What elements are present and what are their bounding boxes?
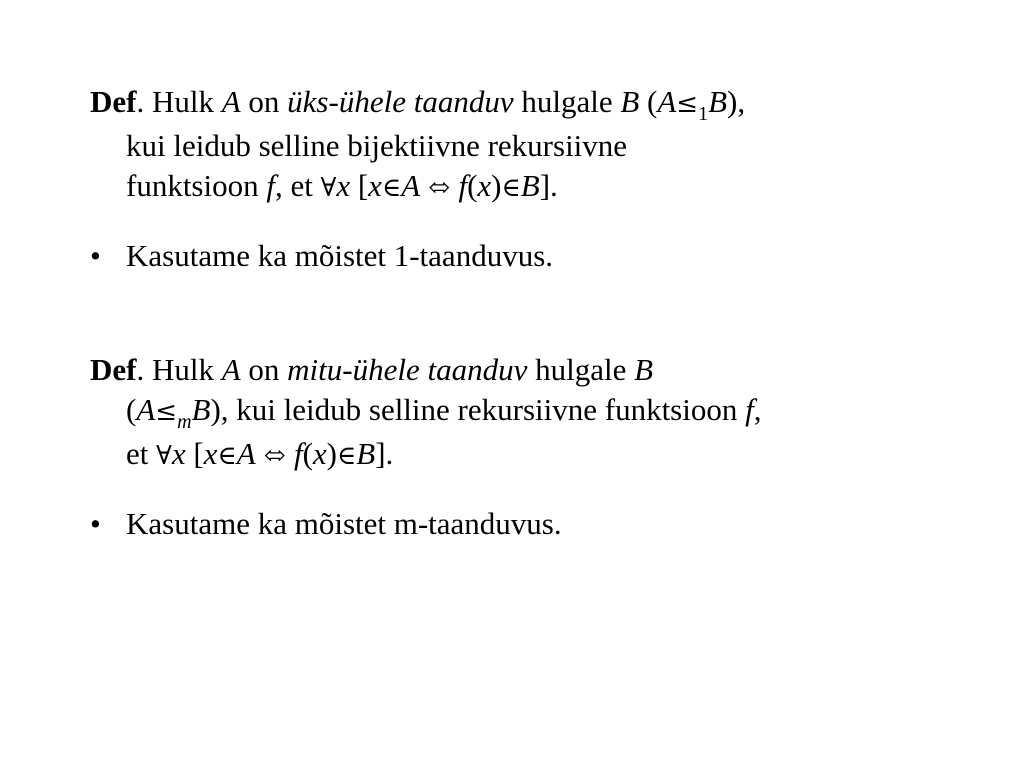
var-x: x [312, 436, 327, 471]
var-f: f [458, 168, 468, 203]
bullet-marker: • [90, 238, 101, 273]
element-of-symbol: ∈ [381, 173, 402, 203]
var-f: f [266, 168, 275, 203]
text: et [126, 436, 157, 471]
var-b: B [620, 84, 640, 119]
bullet-item-1 [90, 236, 553, 276]
text: , et [275, 168, 321, 203]
text: Hulk [144, 84, 222, 119]
var-a: A [657, 84, 677, 119]
def1-line-1 [90, 82, 970, 126]
var-a: A [221, 352, 241, 387]
var-x: x [171, 436, 186, 471]
var-a: A [236, 436, 256, 471]
var-a: A [221, 84, 241, 119]
text: [ [350, 168, 369, 203]
text: ( [467, 168, 478, 203]
var-b: B [520, 168, 540, 203]
forall-symbol: ∀ [156, 441, 172, 471]
text: on [240, 352, 288, 387]
def1-line-3 [90, 166, 970, 208]
def-label: Def [90, 84, 137, 119]
text: ( [302, 436, 313, 471]
leq-symbol: ≤ [155, 397, 178, 427]
var-a: A [401, 168, 421, 203]
var-b: B [356, 436, 376, 471]
subscript-m: m [177, 411, 192, 433]
def2-line-3 [90, 434, 970, 476]
text: hulgale [513, 84, 621, 119]
def-label: Def [90, 352, 137, 387]
var-b: B [191, 392, 211, 427]
text: funktsioon [126, 168, 267, 203]
definition-one-to-one [90, 82, 970, 208]
var-a: A [136, 392, 156, 427]
text: , [753, 392, 762, 427]
var-x: x [368, 168, 382, 203]
var-b: B [708, 84, 728, 119]
var-f: f [293, 436, 303, 471]
var-x: x [203, 436, 218, 471]
forall-symbol: ∀ [320, 173, 337, 203]
def1-line-2: kui leidub selline bijektiivne rekursiivne [126, 128, 628, 163]
def2-line-1 [90, 350, 970, 390]
text: ), [727, 84, 746, 119]
var-x: x [477, 168, 492, 203]
text: Hulk [144, 352, 222, 387]
def2-line-2 [90, 390, 970, 434]
leq-symbol: ≤ [676, 89, 699, 119]
element-of-symbol: ∈ [337, 441, 357, 471]
text: on [240, 84, 288, 119]
text: . [136, 352, 145, 387]
text: ]. [375, 436, 394, 471]
text: hulgale [527, 352, 635, 387]
term-one-to-one: üks-ühele taanduv [287, 84, 514, 119]
text: ), kui leidub selline rekursiivne funktsioon [210, 392, 746, 427]
var-b: B [634, 352, 654, 387]
text: ]. [539, 168, 558, 203]
text: ( [639, 84, 658, 119]
text: ) [491, 168, 502, 203]
element-of-symbol: ∈ [501, 173, 521, 203]
term-many-to-one: mitu-ühele taanduv [287, 352, 528, 387]
text: [ [185, 436, 204, 471]
element-of-symbol: ∈ [217, 441, 237, 471]
subscript-1: 1 [698, 103, 709, 125]
bullet-text: Kasutame ka mõistet m-taanduvus. [126, 506, 562, 541]
bullet-text: Kasutame ka mõistet 1-taanduvus. [126, 238, 554, 273]
var-f: f [745, 392, 754, 427]
iff-arrow-symbol: ⬄ [255, 441, 294, 471]
bullet-marker: • [90, 506, 101, 541]
definition-many-to-one [90, 350, 970, 476]
text: ( [126, 392, 137, 427]
var-x: x [336, 168, 351, 203]
text: ) [326, 436, 337, 471]
text: . [136, 84, 145, 119]
iff-arrow-symbol: ⬄ [420, 173, 459, 203]
bullet-item-2 [90, 504, 562, 544]
